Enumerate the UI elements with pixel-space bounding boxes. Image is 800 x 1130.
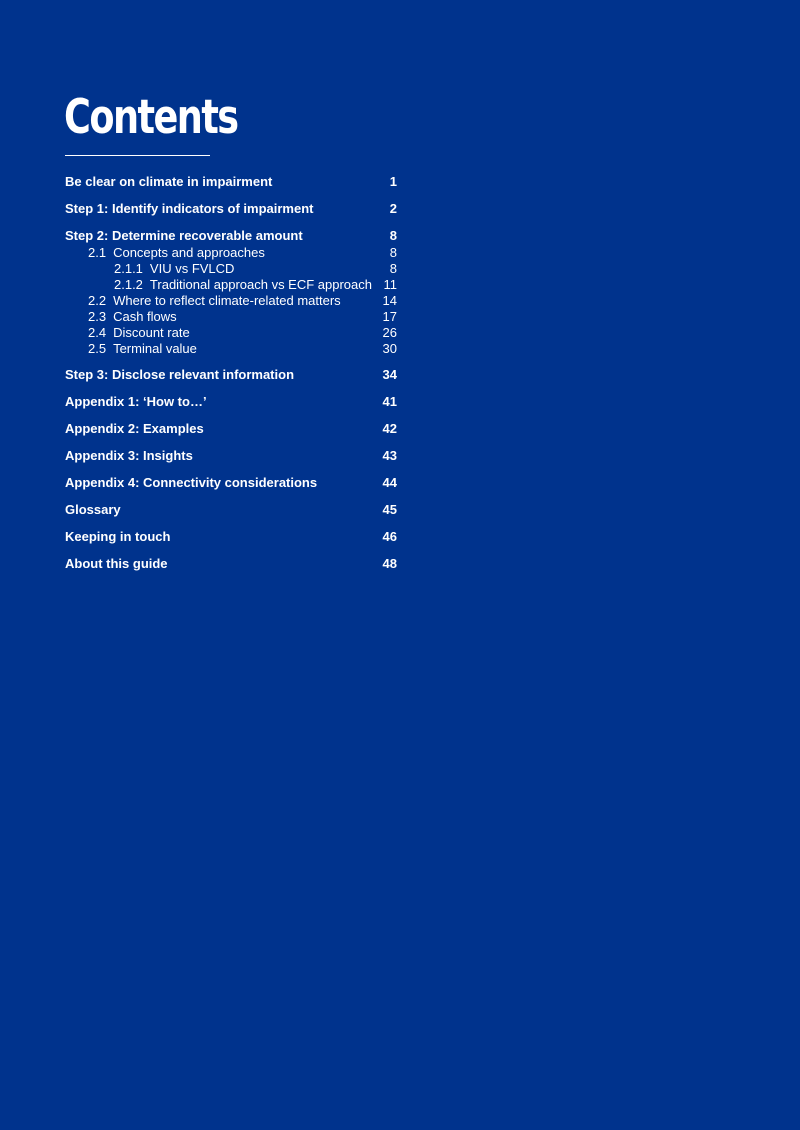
toc-entry-label <box>65 392 207 412</box>
toc-entry[interactable] <box>65 245 397 261</box>
toc-entry-page: 45 <box>382 502 397 517</box>
toc-entry-page: 2 <box>389 201 397 216</box>
toc-entry-label <box>65 325 190 341</box>
toc-entry-text: Terminal value <box>113 341 197 356</box>
toc-group-spacer <box>65 357 397 365</box>
toc-entry-text: Be clear on climate in impairment <box>65 174 273 189</box>
toc-entry[interactable] <box>65 325 397 341</box>
toc-entry-label <box>65 500 121 520</box>
toc-entry-text: Glossary <box>65 502 121 517</box>
toc-entry-text: Concepts and approaches <box>113 245 265 260</box>
toc-entry[interactable] <box>65 199 397 226</box>
toc-entry-text: Traditional approach vs ECF approach <box>149 277 373 292</box>
toc-entry-label <box>65 199 313 219</box>
toc-entry-text: Cash flows <box>113 309 177 324</box>
toc-entry-page: 30 <box>382 341 397 356</box>
toc-entry[interactable] <box>65 172 397 199</box>
toc-entry-number: 2.1 <box>88 245 107 260</box>
toc-entry-number: 2.1.2 <box>114 277 143 292</box>
toc-entry-text: Appendix 4: Connectivity considerations <box>65 475 318 490</box>
title-underline <box>65 155 210 156</box>
toc-entry-text: Appendix 1: ‘How to…’ <box>65 394 207 409</box>
toc-entry-page: 8 <box>389 228 397 243</box>
toc-entry-label <box>65 473 317 493</box>
toc-entry-text: Keeping in touch <box>65 529 171 544</box>
toc-entry-page: 43 <box>382 448 397 463</box>
toc-entry-page: 26 <box>382 325 397 340</box>
toc-entry-label <box>65 527 170 547</box>
toc-entry[interactable] <box>65 365 397 392</box>
toc-entry-label <box>65 293 341 309</box>
toc-entry-label <box>65 226 303 246</box>
toc-entry-text: Where to reflect climate-related matters <box>113 293 341 308</box>
toc-entry[interactable] <box>65 293 397 309</box>
toc-entry[interactable] <box>65 392 397 419</box>
toc-entry-text: Step 1: Identify indicators of impairment <box>65 201 314 216</box>
page-title: Contents <box>64 90 238 145</box>
toc-entry[interactable] <box>65 261 397 277</box>
toc-entry-page: 46 <box>382 529 397 544</box>
toc-entry[interactable] <box>65 309 397 325</box>
toc-entry-page: 44 <box>382 475 397 490</box>
toc-entry-page: 8 <box>389 245 397 260</box>
toc-entry-page: 11 <box>383 277 397 292</box>
toc-entry-number: 2.3 <box>88 309 107 324</box>
toc-entry-page: 48 <box>382 556 397 571</box>
toc-entry-page: 17 <box>382 309 397 324</box>
toc-entry-label <box>65 554 168 574</box>
toc-entry-text: Step 2: Determine recoverable amount <box>65 228 303 243</box>
toc-entry-label <box>65 261 234 277</box>
toc-entry-text: About this guide <box>65 556 168 571</box>
toc-entry-number: 2.1.1 <box>114 261 143 276</box>
toc-entry[interactable] <box>65 226 397 245</box>
toc-entry[interactable] <box>65 419 397 446</box>
toc-entry-label <box>65 277 372 293</box>
toc-entry-label <box>65 419 204 439</box>
toc-entry-page: 42 <box>382 421 397 436</box>
toc-entry-label <box>65 446 193 466</box>
toc-entry-label <box>65 341 197 357</box>
toc-entry-label <box>65 172 272 192</box>
toc-entry-page: 1 <box>389 174 397 189</box>
toc-entry[interactable] <box>65 277 397 293</box>
toc-entry[interactable] <box>65 473 397 500</box>
toc-entry-text: Discount rate <box>113 325 190 340</box>
toc-entry-number: 2.4 <box>88 325 107 340</box>
toc-entry-text: Appendix 3: Insights <box>65 448 193 463</box>
toc-entry-label <box>65 365 294 385</box>
toc-entry-label <box>65 309 177 325</box>
toc-entry[interactable] <box>65 527 397 554</box>
toc-entry-page: 8 <box>389 261 397 276</box>
toc-entry-text: Appendix 2: Examples <box>65 421 204 436</box>
toc-entry-page: 14 <box>382 293 397 308</box>
toc-entry-page: 41 <box>382 394 397 409</box>
toc-entry-label <box>65 245 265 261</box>
toc-entry-number: 2.5 <box>88 341 107 356</box>
toc-entry[interactable] <box>65 446 397 473</box>
table-of-contents <box>65 172 397 581</box>
toc-entry-page: 34 <box>382 367 397 382</box>
toc-entry[interactable] <box>65 341 397 357</box>
toc-entry[interactable] <box>65 554 397 581</box>
toc-entry-text: Step 3: Disclose relevant information <box>65 367 295 382</box>
toc-entry-text: VIU vs FVLCD <box>149 261 235 276</box>
toc-entry-number: 2.2 <box>88 293 107 308</box>
toc-entry[interactable] <box>65 500 397 527</box>
